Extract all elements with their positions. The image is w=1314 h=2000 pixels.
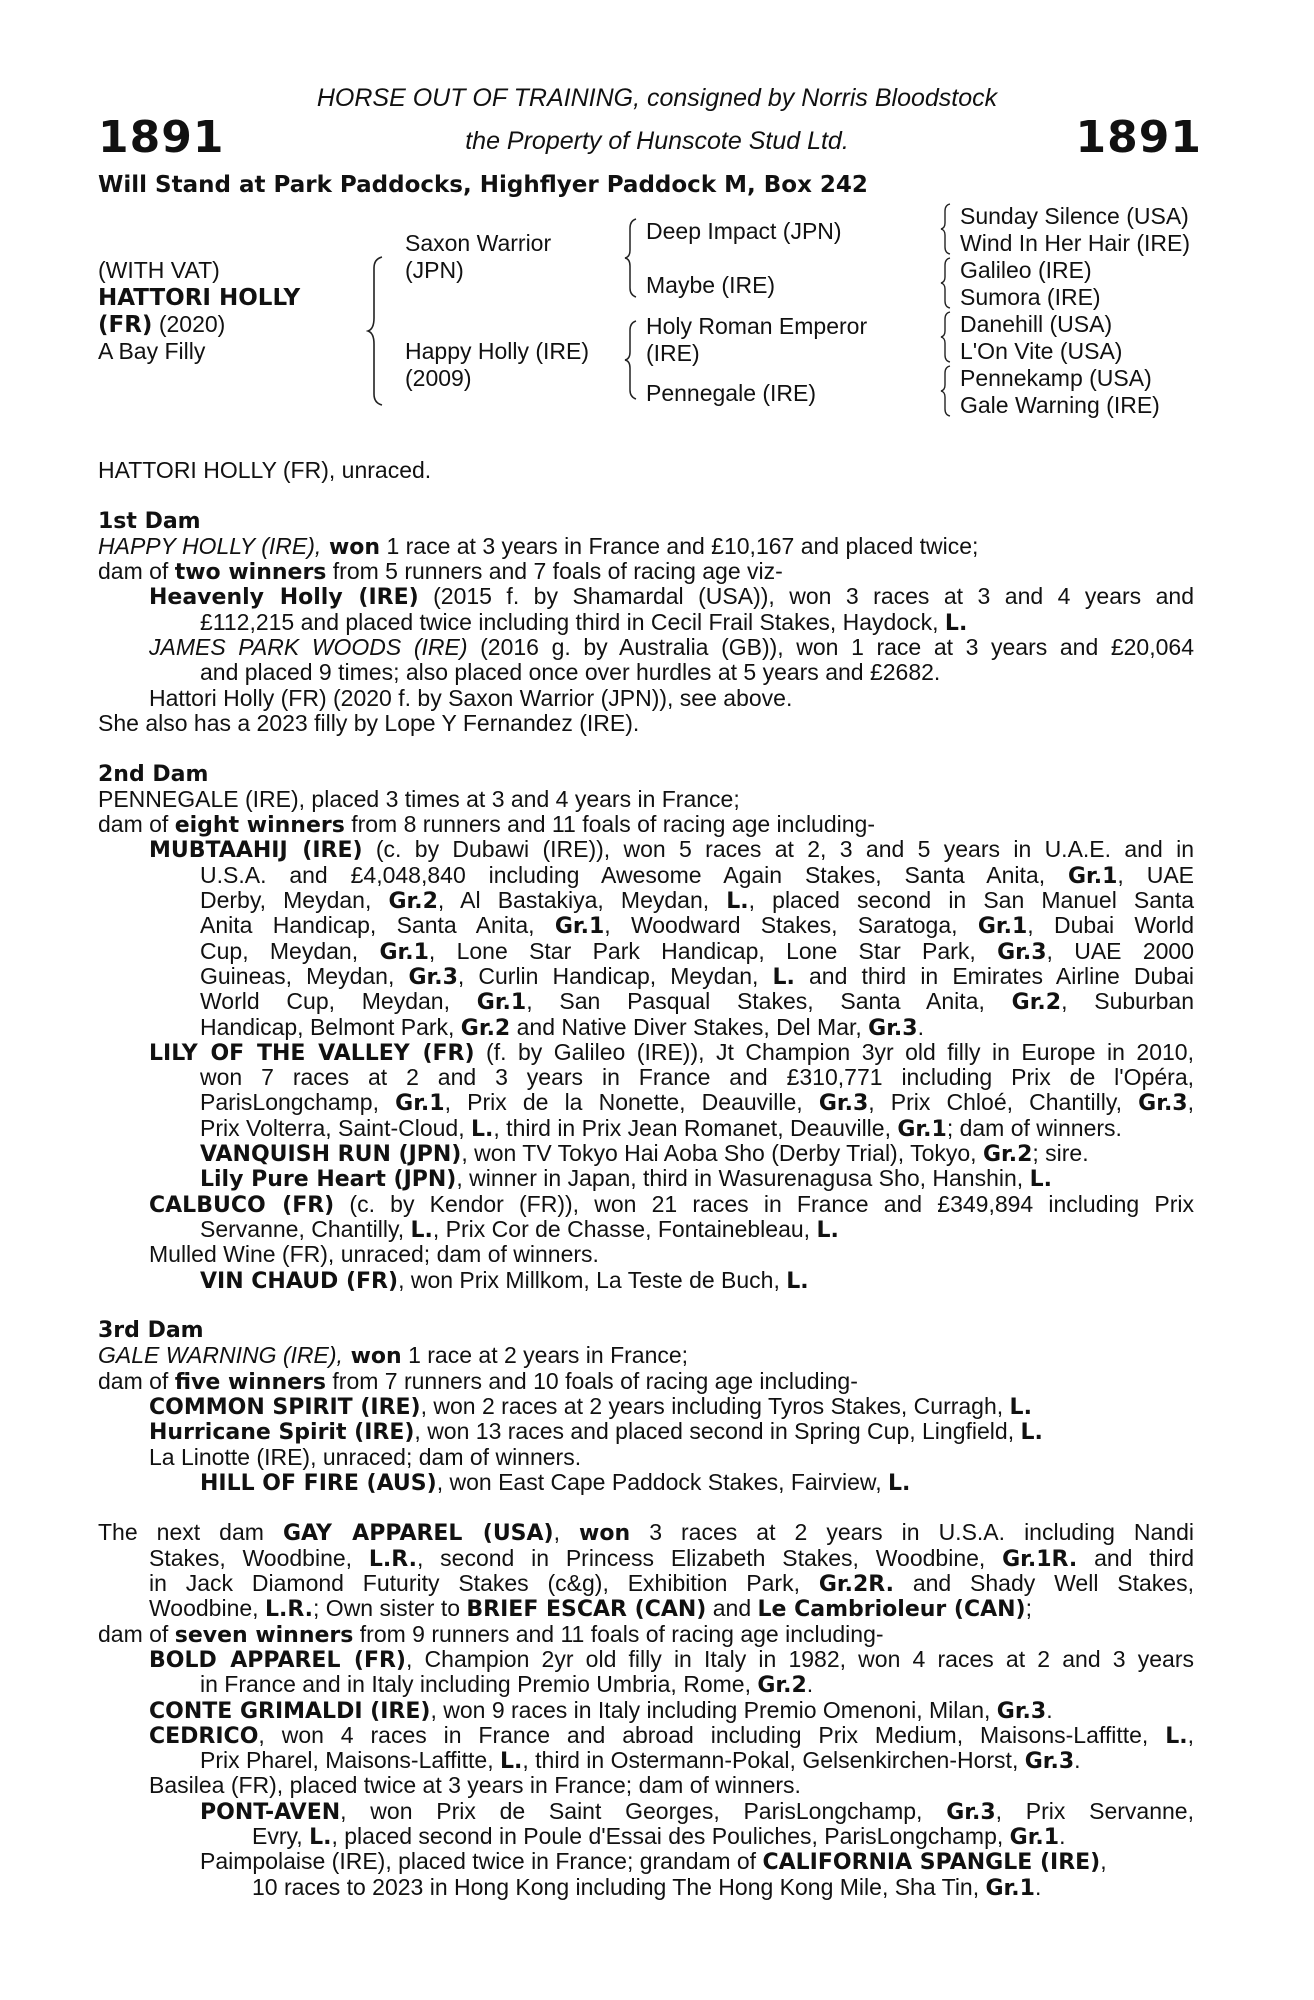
dam-year: (2009)	[405, 365, 472, 391]
dam-sire-name: Holy Roman Emperor	[646, 313, 868, 339]
progeny-mubtaahij-cont: Guineas, Meydan, Gr.3, Curlin Handicap, Meydan, L. and third in Emirates Airline Dubai	[200, 962, 1194, 990]
horse-name	[98, 284, 300, 312]
grandprogeny-vanquish-run: VANQUISH RUN (JPN), won TV Tokyo Hai Aoba Sho (Derby Trial), Tokyo, Gr.2; sire.	[200, 1140, 1089, 1168]
progeny-lily-of-the-valley-cont: won 7 races at 2 and 3 years in France and £310,771 including Prix de l'Opéra,	[200, 1064, 1194, 1091]
first-dam-foal-note: She also has a 2023 filly by Lope Y Fernandez (IRE).	[98, 709, 640, 736]
next-dam-record: The next dam GAY APPAREL (USA), won 3 races at 2 years in U.S.A. including Nandi	[98, 1519, 1194, 1547]
progeny-james-park-woods: JAMES PARK WOODS (IRE) (2016 g. by Australia (GB)), won 1 race at 3 years and £20,064	[149, 634, 1194, 661]
sire-name: Saxon Warrior	[405, 230, 552, 256]
sire-dam: Maybe (IRE)	[646, 272, 776, 298]
catalogue-body	[98, 458, 1194, 1900]
progeny-conte-grimaldi: CONTE GRIMALDI (IRE), won 9 races in Italy including Premio Omenoni, Milan, Gr.3.	[149, 1696, 1053, 1724]
horse-year: (2020)	[152, 311, 226, 337]
grandprogeny-paimpolaise-cont: 10 races to 2023 in Hong Kong including The Hong Kong Mile, Sha Tin, Gr.1.	[252, 1873, 1042, 1901]
g-sire-sire-dam: Wind In Her Hair (IRE)	[960, 230, 1191, 256]
section-title-1st-dam: 1st Dam	[98, 508, 201, 534]
horse-country: (FR)	[98, 312, 153, 338]
stand-location: Will Stand at Park Paddocks, Highflyer Paddock M, Box 242	[98, 172, 868, 198]
progeny-bold-apparel-cont: in France and in Italy including Premio Umbria, Rome, Gr.2.	[200, 1671, 814, 1699]
progeny-la-linotte: La Linotte (IRE), unraced; dam of winners.	[149, 1443, 582, 1470]
progeny-mubtaahij: MUBTAAHIJ (IRE) (c. by Dubawi (IRE)), won 5 races at 2, 3 and 5 years in U.A.E. and in	[149, 836, 1194, 864]
progeny-cedrico: CEDRICO, won 4 races in France and abroad including Prix Medium, Maisons-Laffitte, L.,	[149, 1721, 1194, 1749]
brace-ds	[939, 311, 953, 363]
progeny-lily-of-the-valley: LILY OF THE VALLEY (FR) (f. by Galileo (IRE)), Jt Champion 3yr old filly in Europe in 2010,	[149, 1038, 1194, 1066]
grandprogeny-pont-aven: PONT-AVEN, won Prix de Saint Georges, ParisLongchamp, Gr.3, Prix Servanne,	[200, 1797, 1194, 1825]
section-title-2nd-dam: 2nd Dam	[98, 761, 209, 787]
progeny-heavenly-holly-cont: £112,215 and placed twice including third in Cecil Frail Stakes, Haydock, L.	[200, 608, 968, 636]
brace-dd	[939, 365, 953, 417]
progeny-common-spirit: COMMON SPIRIT (IRE), won 2 races at 2 years including Tyros Stakes, Curragh, L.	[149, 1392, 1032, 1420]
progeny-heavenly-holly: Heavenly Holly (IRE) (2015 f. by Shamardal (USA)), won 3 races at 3 and 4 years and	[149, 583, 1194, 611]
progeny-james-park-woods-cont: and placed 9 times; also placed once over hurdles at 5 years and £2682.	[200, 659, 941, 686]
grandprogeny-lily-pure-heart: Lily Pure Heart (JPN), winner in Japan, third in Wasurenagusa Sho, Hanshin, L.	[200, 1165, 1052, 1193]
g-sire-sire-sire: Sunday Silence (USA)	[960, 203, 1189, 229]
next-dam-record-cont: Stakes, Woodbine, L.R., second in Princess Elizabeth Stakes, Woodbine, Gr.1R. and third	[149, 1544, 1194, 1572]
progeny-cedrico-cont: Prix Pharel, Maisons-Laffitte, L., third in Ostermann-Pokal, Gelsenkirchen-Horst, Gr.3.	[200, 1747, 1081, 1775]
progeny-mubtaahij-cont: Cup, Meydan, Gr.1, Lone Star Park Handicap, Lone Star Park, Gr.3, UAE 2000	[200, 937, 1194, 965]
brace-ss	[939, 203, 953, 255]
next-dam-record-cont: Woodbine, L.R.; Own sister to BRIEF ESCAR (CAN) and Le Cambrioleur (CAN);	[149, 1595, 1032, 1623]
third-dam-produce-summary: dam of five winners from 7 runners and 10 foals of racing age including-	[98, 1367, 858, 1395]
progeny-calbuco: CALBUCO (FR) (c. by Kendor (FR)), won 21 races in France and £349,894 including Prix	[149, 1190, 1194, 1218]
lot-number-right: 1891	[1075, 112, 1202, 163]
grandprogeny-vin-chaud: VIN CHAUD (FR), won Prix Millkom, La Teste de Buch, L.	[200, 1266, 809, 1294]
next-dam-record-cont: in Jack Diamond Futurity Stakes (c&g), Exhibition Park, Gr.2R. and Shady Well Stakes,	[149, 1570, 1194, 1598]
progeny-mubtaahij-cont: Handicap, Belmont Park, Gr.2 and Native Diver Stakes, Del Mar, Gr.3.	[200, 1013, 924, 1041]
progeny-lily-of-the-valley-cont: ParisLongchamp, Gr.1, Prix de la Nonette, Deauville, Gr.3, Prix Chloé, Chantilly, Gr.3,	[200, 1089, 1194, 1117]
progeny-bold-apparel: BOLD APPAREL (FR), Champion 2yr old filly in Italy in 1982, won 4 races at 2 and 3 years	[149, 1645, 1194, 1673]
progeny-mulled-wine: Mulled Wine (FR), unraced; dam of winners.	[149, 1241, 599, 1268]
grandprogeny-pont-aven-cont: Evry, L., placed second in Poule d'Essai des Pouliches, ParisLongchamp, Gr.1.	[252, 1823, 1066, 1851]
g-sire-dam-dam: Sumora (IRE)	[960, 284, 1101, 310]
brace-sd	[939, 257, 953, 309]
progeny-calbuco-cont: Servanne, Chantilly, L., Prix Cor de Chasse, Fontainebleau, L.	[200, 1215, 839, 1243]
unraced-note: HATTORI HOLLY (FR), unraced.	[98, 457, 432, 483]
section-title-3rd-dam: 3rd Dam	[98, 1318, 204, 1344]
vat-note: (WITH VAT)	[98, 257, 220, 283]
g-dam-sire-sire: Danehill (USA)	[960, 311, 1113, 337]
second-dam-produce-summary: dam of eight winners from 8 runners and 11 foals of racing age including-	[98, 811, 875, 839]
sire-sire: Deep Impact (JPN)	[646, 218, 842, 244]
grandprogeny-hill-of-fire: HILL OF FIRE (AUS), won East Cape Paddock Stakes, Fairview, L.	[200, 1468, 911, 1496]
dam-dam: Pennegale (IRE)	[646, 380, 817, 406]
brace-dam	[623, 320, 639, 400]
brace-main	[366, 256, 386, 406]
progeny-hurricane-spirit: Hurricane Spirit (IRE), won 13 races and placed second in Spring Cup, Lingfield, L.	[149, 1418, 1043, 1446]
grandprogeny-paimpolaise: Paimpolaise (IRE), placed twice in France; grandam of CALIFORNIA SPANGLE (IRE),	[200, 1848, 1107, 1876]
progeny-mubtaahij-cont: Derby, Meydan, Gr.2, Al Bastakiya, Meydan, L., placed second in San Manuel Santa	[200, 887, 1195, 915]
brace-sire	[623, 218, 639, 298]
sire-country: (JPN)	[405, 257, 464, 283]
next-dam-produce-summary: dam of seven winners from 9 runners and 11 foals of racing age including-	[98, 1620, 884, 1648]
progeny-mubtaahij-cont: U.S.A. and £4,048,840 including Awesome Again Stakes, Santa Anita, Gr.1, UAE	[200, 861, 1194, 889]
progeny-hattori-holly: Hattori Holly (FR) (2020 f. by Saxon Warrior (JPN)), see above.	[149, 684, 793, 711]
progeny-lily-of-the-valley-cont: Prix Volterra, Saint-Cloud, L., third in Prix Jean Romanet, Deauville, Gr.1; dam of winners.	[200, 1114, 1122, 1142]
first-dam-record: HAPPY HOLLY (IRE), won 1 race at 3 years in France and £10,167 and placed twice;	[98, 532, 979, 560]
g-sire-dam-sire: Galileo (IRE)	[960, 257, 1092, 283]
dam-name: Happy Holly (IRE)	[405, 338, 590, 364]
property-line: the Property of Hunscote Stud Ltd.	[465, 127, 849, 155]
second-dam-record: PENNEGALE (IRE), placed 3 times at 3 and 4 years in France;	[98, 785, 740, 812]
g-dam-dam-dam: Gale Warning (IRE)	[960, 392, 1160, 418]
third-dam-record: GALE WARNING (IRE), won 1 race at 2 years in France;	[98, 1342, 689, 1370]
progeny-mubtaahij-cont: World Cup, Meydan, Gr.1, San Pasqual Stakes, Santa Anita, Gr.2, Suburban	[200, 988, 1194, 1016]
g-dam-sire-dam: L'On Vite (USA)	[960, 338, 1123, 364]
first-dam-produce-summary: dam of two winners from 5 runners and 7 foals of racing age viz-	[98, 558, 783, 586]
progeny-mubtaahij-cont: Anita Handicap, Santa Anita, Gr.1, Woodward Stakes, Saratoga, Gr.1, Dubai World	[200, 912, 1194, 940]
horse-name-text: HATTORI HOLLY	[98, 285, 301, 311]
horse-origin	[98, 311, 225, 339]
g-dam-dam-sire: Pennekamp (USA)	[960, 365, 1152, 391]
dam-sire-country: (IRE)	[646, 340, 700, 366]
horse-description: A Bay Filly	[98, 338, 206, 364]
progeny-basilea: Basilea (FR), placed twice at 3 years in France; dam of winners.	[149, 1772, 801, 1799]
consignor-line: HORSE OUT OF TRAINING, consigned by Norris Bloodstock	[316, 84, 998, 112]
lot-number-left: 1891	[98, 112, 225, 163]
